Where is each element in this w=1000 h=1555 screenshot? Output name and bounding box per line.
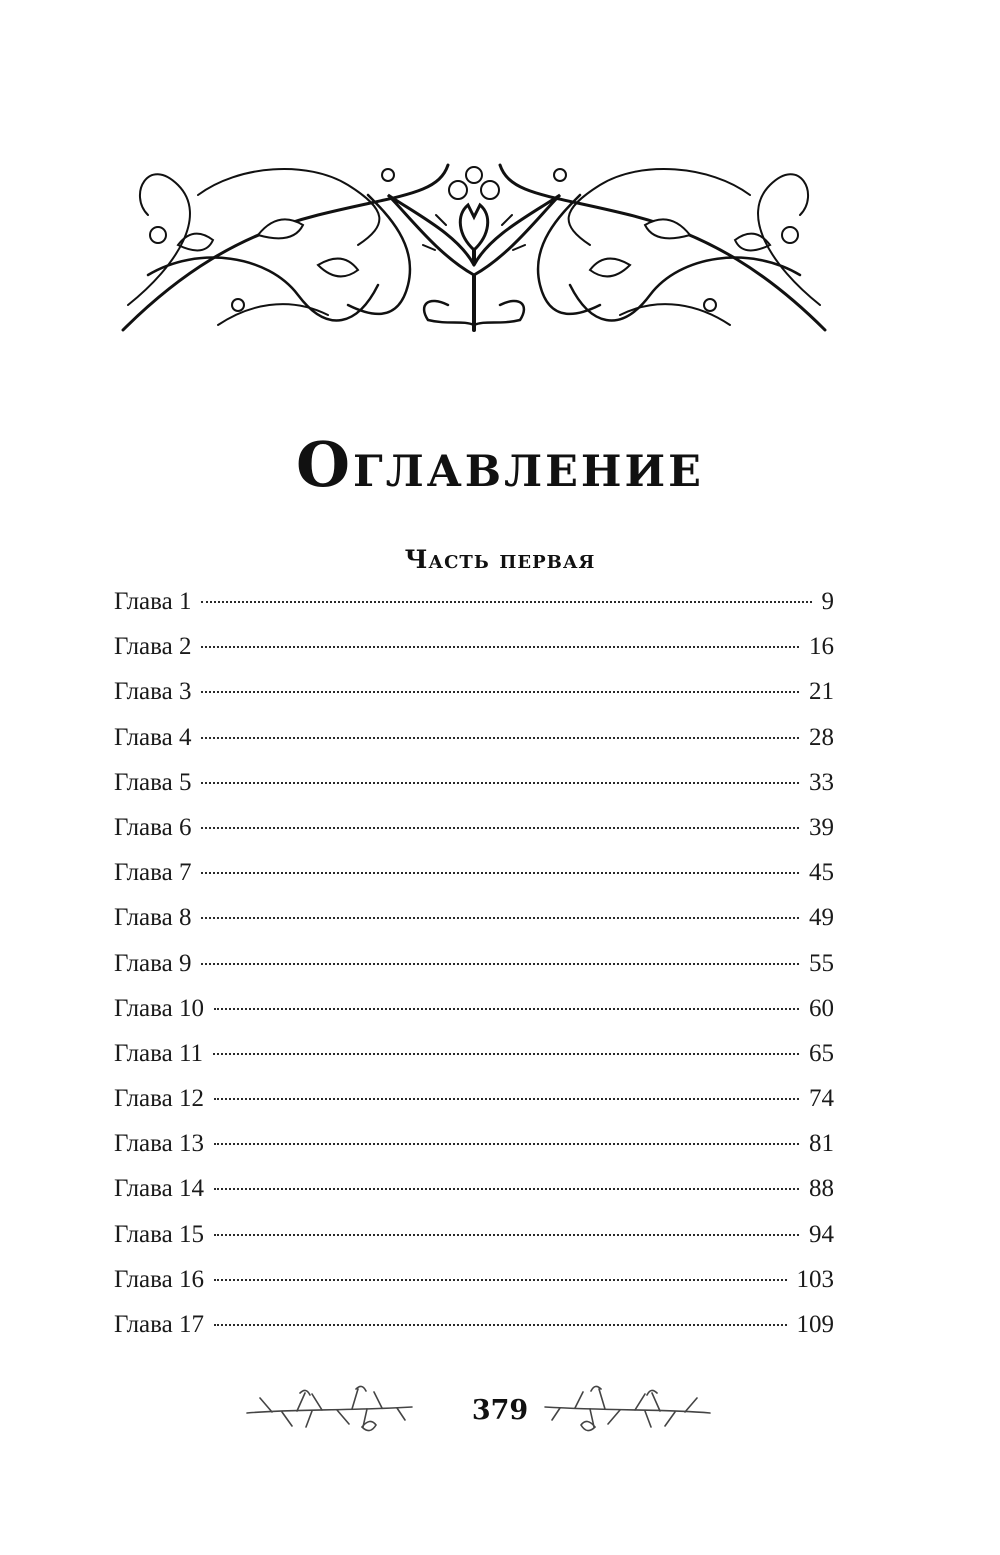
chapter-page-number: 81 (809, 1130, 834, 1158)
chapter-page-number: 88 (809, 1175, 834, 1203)
chapter-page-number: 45 (809, 859, 834, 887)
toc-row[interactable] (114, 814, 834, 859)
part-heading: Часть первая (404, 545, 596, 574)
page-footer (0, 1375, 1000, 1445)
chapter-page-number: 39 (809, 813, 834, 841)
chapter-page-number: 28 (809, 723, 834, 751)
chapter-label: Глава 5 (114, 768, 192, 796)
dot-leader (214, 1234, 799, 1236)
toc-row[interactable] (114, 633, 834, 678)
chapter-label: Глава 2 (114, 633, 192, 661)
chapter-page-number: 74 (809, 1085, 834, 1113)
toc-row[interactable] (114, 1221, 834, 1266)
chapter-label: Глава 6 (114, 813, 192, 841)
chapter-label: Глава 14 (114, 1175, 204, 1203)
dot-leader (214, 1324, 787, 1326)
chapter-label: Глава 9 (114, 949, 192, 977)
chapter-page-number: 9 (821, 588, 834, 615)
twig-ornament-icon (540, 1375, 715, 1445)
chapter-page-number: 16 (809, 633, 834, 661)
dot-leader (214, 1188, 799, 1190)
chapter-label: Глава 1 (114, 588, 192, 615)
table-of-contents (114, 588, 834, 1356)
chapter-label: Глава 15 (114, 1220, 204, 1248)
toc-row[interactable] (114, 1130, 834, 1175)
chapter-label: Глава 16 (114, 1265, 204, 1293)
toc-row[interactable] (114, 1175, 834, 1220)
chapter-page-number: 49 (809, 904, 834, 932)
page-title: Оглавление (296, 428, 704, 501)
toc-row[interactable] (114, 1311, 834, 1356)
toc-row[interactable] (114, 588, 834, 633)
chapter-label: Глава 11 (114, 1039, 204, 1067)
dot-leader (201, 917, 799, 919)
chapter-label: Глава 3 (114, 678, 192, 706)
chapter-label: Глава 7 (114, 859, 192, 887)
dot-leader (214, 1279, 787, 1281)
dot-leader (201, 782, 799, 784)
toc-row[interactable] (114, 1266, 834, 1311)
toc-row[interactable] (114, 678, 834, 723)
chapter-page-number: 55 (809, 949, 834, 977)
chapter-page-number: 103 (796, 1265, 834, 1293)
chapter-page-number: 33 (809, 768, 834, 796)
chapter-page-number: 65 (809, 1039, 834, 1067)
chapter-label: Глава 8 (114, 904, 192, 932)
chapter-label: Глава 4 (114, 723, 192, 751)
toc-row[interactable] (114, 724, 834, 769)
chapter-label: Глава 12 (114, 1085, 204, 1113)
dot-leader (201, 646, 799, 648)
dot-leader (201, 601, 811, 603)
dot-leader (213, 1053, 799, 1055)
chapter-label: Глава 13 (114, 1130, 204, 1158)
chapter-page-number: 60 (809, 994, 834, 1022)
floral-ornament-icon (118, 155, 830, 335)
toc-row[interactable] (114, 859, 834, 904)
toc-row[interactable] (114, 769, 834, 814)
dot-leader (201, 872, 799, 874)
chapter-label: Глава 17 (114, 1311, 204, 1338)
toc-row[interactable] (114, 950, 834, 995)
toc-row[interactable] (114, 995, 834, 1040)
dot-leader (201, 691, 799, 693)
chapter-page-number: 94 (809, 1220, 834, 1248)
chapter-page-number: 21 (809, 678, 834, 706)
dot-leader (201, 827, 799, 829)
toc-row[interactable] (114, 1040, 834, 1085)
dot-leader (214, 1008, 799, 1010)
page-number: 379 (471, 1395, 529, 1426)
dot-leader (214, 1098, 799, 1100)
toc-row[interactable] (114, 1085, 834, 1130)
dot-leader (214, 1143, 799, 1145)
chapter-label: Глава 10 (114, 994, 204, 1022)
toc-row[interactable] (114, 904, 834, 949)
dot-leader (201, 963, 799, 965)
dot-leader (201, 737, 799, 739)
chapter-page-number: 109 (796, 1311, 834, 1338)
